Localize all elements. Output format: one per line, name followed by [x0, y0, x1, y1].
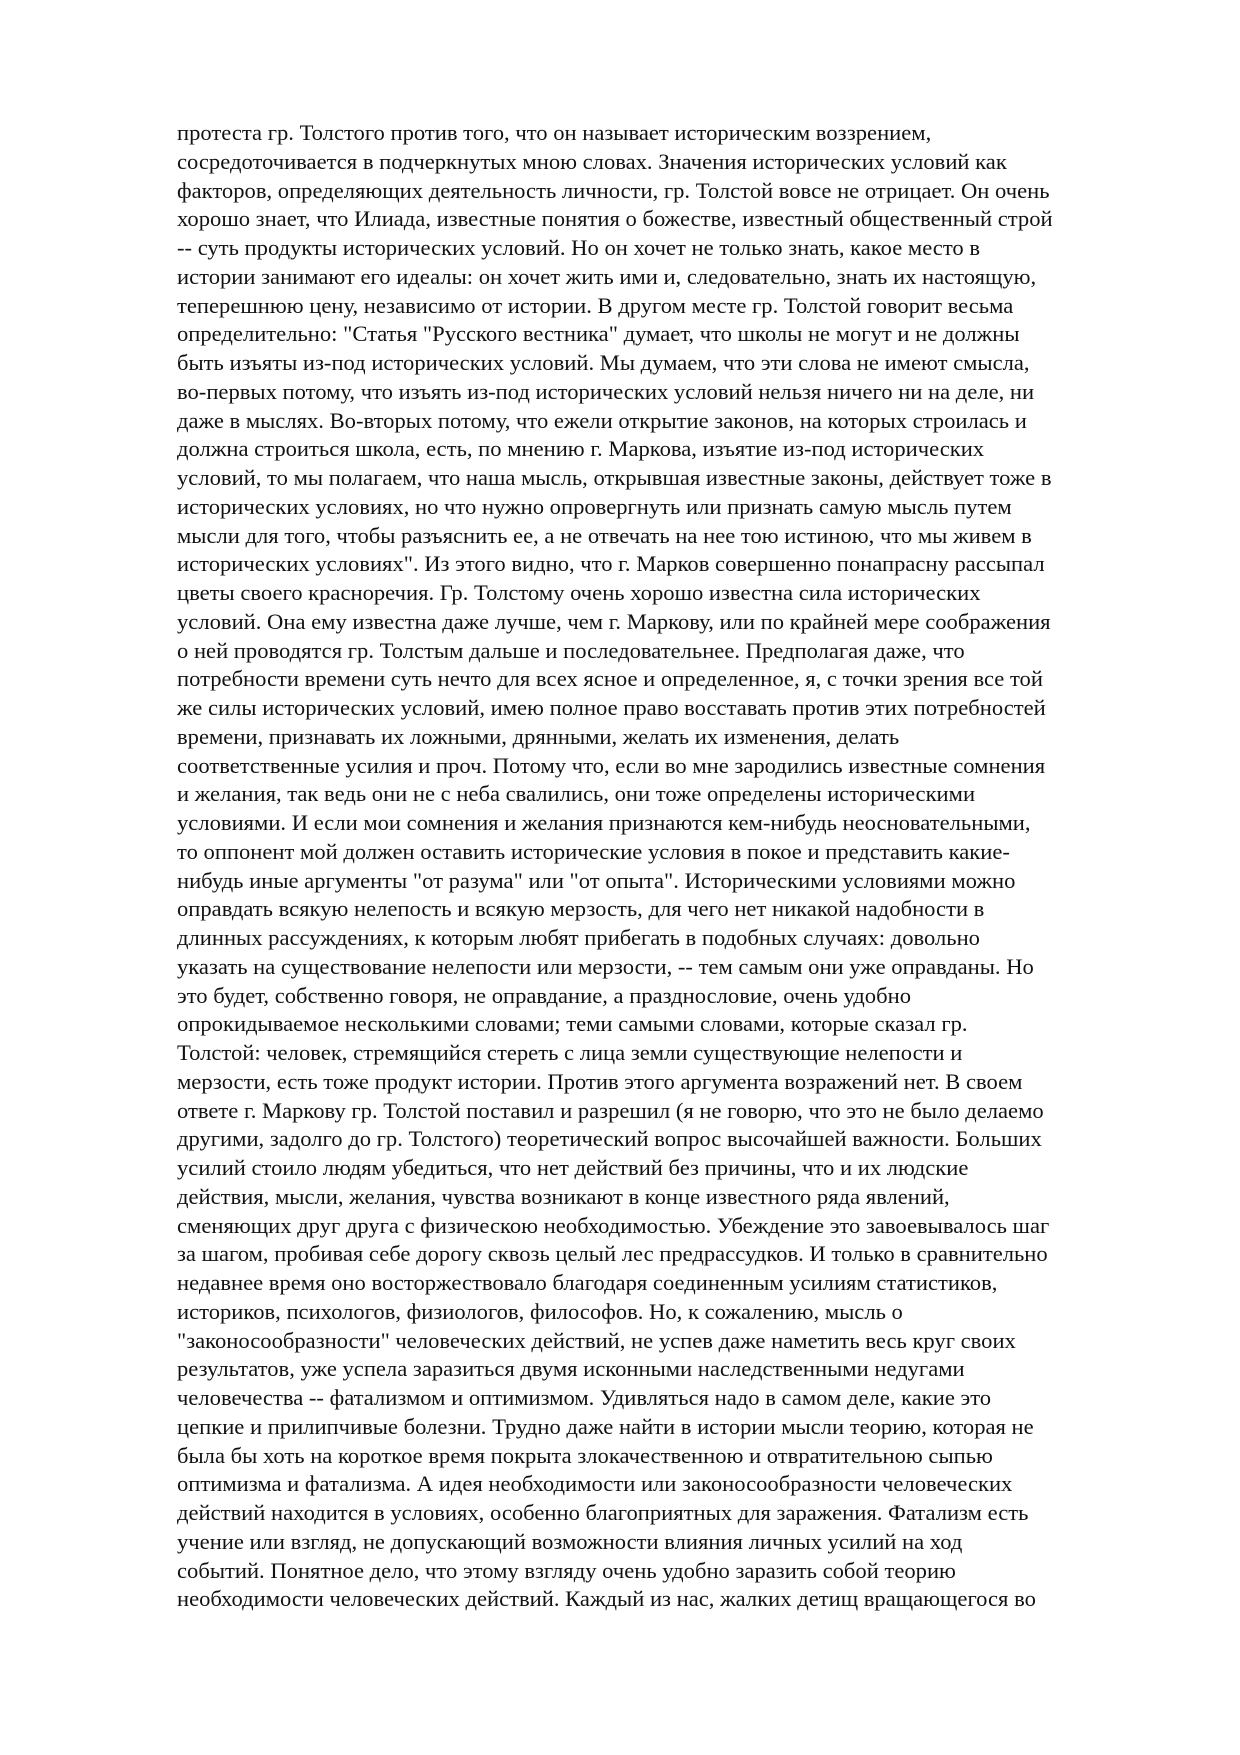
text-line: за шагом, пробивая себе дорогу сквозь целый лес предрассудков. И только в сравнительно: [177, 1241, 1048, 1267]
text-line: оптимизма и фатализма. А идея необходимости или законосообразности человеческих: [177, 1471, 1013, 1497]
text-line: времени, признавать их ложными, дрянными, желать их изменения, делать: [177, 723, 900, 749]
text-line: результатов, уже успела заразиться двумя исконными наследственными недугами: [177, 1356, 965, 1382]
text-line: потребности времени суть нечто для всех ясное и определенное, я, с точки зрения все той: [177, 666, 1043, 692]
text-line: же силы исторических условий, имею полное право восставать против этих потребностей: [177, 695, 1046, 720]
text-line: цепкие и прилипчивые болезни. Трудно даже найти в истории мысли теорию, которая не: [177, 1413, 1034, 1439]
text-line: условий, то мы полагаем, что наша мысль, открывшая известные законы, действует тоже в: [177, 465, 1052, 490]
text-line: нибудь иные аргументы "от разума" или "от опыта". Историческими условиями можно: [177, 867, 1016, 893]
text-line: необходимости человеческих действий. Каждый из нас, жалких детищ вращающегося во: [177, 1586, 1036, 1612]
text-line: оправдать всякую нелепость и всякую мерзость, для чего нет никакой надобности в: [177, 896, 985, 922]
text-line: событий. Понятное дело, что этому взгляду очень удобно заразить собой теорию: [177, 1557, 956, 1583]
text-line: мерзости, есть тоже продукт истории. Против этого аргумента возражений нет. В своем: [177, 1068, 1023, 1094]
text-line: то оппонент мой должен оставить исторические условия в покое и представить какие-: [177, 838, 1010, 864]
text-line: это будет, собственно говоря, не оправдание, а празднословие, очень удобно: [177, 982, 911, 1008]
text-line: и желания, так ведь они не с неба свалились, они тоже определены историческими: [177, 781, 976, 807]
text-line: мысли для того, чтобы разъяснить ее, а не отвечать на нее тою истиною, что мы живем в: [177, 522, 1032, 548]
text-line: факторов, определяющих деятельность личности, гр. Толстой вовсе не отрицает. Он очень: [177, 177, 1050, 203]
text-line: усилий стоило людям убедиться, что нет действий без причины, что и их людские: [177, 1155, 969, 1180]
text-line: действий находится в условиях, особенно благоприятных для заражения. Фатализм есть: [177, 1500, 1029, 1525]
text-line: -- суть продукты исторических условий. Но он хочет не только знать, какое место в: [177, 235, 981, 260]
text-line: человечества -- фатализмом и оптимизмом. Удивляться надо в самом деле, какие это: [177, 1385, 992, 1410]
text-line: соответственные усилия и проч. Потому что, если во мне зародились известные сомнения: [177, 752, 1046, 778]
text-line: другими, задолго до гр. Толстого) теоретический вопрос высочайшей важности. Больших: [177, 1126, 1042, 1152]
text-line: условиями. И если мои сомнения и желания признаются кем-нибудь неосновательными,: [177, 810, 1031, 835]
body-text: [177, 119, 1177, 1614]
text-line: историков, психологов, физиологов, философов. Но, к сожалению, мысль о: [177, 1298, 903, 1324]
text-line: учение или взгляд, не допускающий возможности влияния личных усилий на ход: [177, 1528, 963, 1554]
text-line: Толстой: человек, стремящийся стереть с лица земли существующие нелепости и: [177, 1040, 963, 1065]
text-line: даже в мыслях. Во-вторых потому, что ежели открытие законов, на которых строилась и: [177, 407, 1027, 433]
text-line: недавнее время оно восторжествовало благодаря соединенным усилиям статистиков,: [177, 1270, 998, 1295]
text-line: протеста гр. Толстого против того, что он называет историческим воззрением,: [177, 120, 932, 145]
text-line: во-первых потому, что изъять из-под исторических условий нельзя ничего ни на деле, ни: [177, 378, 1035, 404]
text-line: указать на существование нелепости или мерзости, -- тем самым они уже оправданы. Но: [177, 953, 1034, 979]
text-line: "законосообразности" человеческих действий, не успев даже наметить весь круг своих: [177, 1327, 1016, 1353]
text-line: быть изъяты из-под исторических условий. Мы думаем, что эти слова не имеют смысла,: [177, 350, 1030, 375]
text-line: опрокидываемое несколькими словами; теми самыми словами, которые сказал гр.: [177, 1011, 968, 1037]
text-line: ответе г. Маркову гр. Толстой поставил и разрешил (я не говорю, что это не было делаемо: [177, 1097, 1044, 1123]
text-line: теперешнюю цену, независимо от истории. В другом месте гр. Толстой говорит весьма: [177, 292, 1014, 318]
text-line: исторических условиях, но что нужно опровергнуть или признать самую мысль путем: [177, 493, 1012, 519]
text-line: определительно: "Статья "Русского вестника" думает, что школы не могут и не должны: [177, 321, 1020, 347]
text-line: была бы хоть на короткое время покрыта злокачественною и отвратительною сыпью: [177, 1442, 993, 1468]
text-line: условий. Она ему известна даже лучше, чем г. Маркову, или по крайней мере соображения: [177, 608, 1051, 634]
text-line: о ней проводятся гр. Толстым дальше и последовательнее. Предполагая даже, что: [177, 637, 965, 663]
text-line: истории занимают его идеалы: он хочет жить ими и, следовательно, знать их настоящую,: [177, 263, 1037, 289]
text-line: хорошо знает, что Илиада, известные понятия о божестве, известный общественный строй: [177, 206, 1053, 232]
text-line: цветы своего красноречия. Гр. Толстому очень хорошо известна сила исторических: [177, 580, 981, 605]
text-line: длинных рассуждениях, к которым любят прибегать в подобных случаях: довольно: [177, 925, 980, 950]
text-line: сосредоточивается в подчеркнутых мною словах. Значения исторических условий как: [177, 148, 1007, 174]
text-line: сменяющих друг друга с физическою необходимостью. Убеждение это завоевывалось шаг: [177, 1212, 1050, 1238]
text-line: должна строиться школа, есть, по мнению г. Маркова, изъятие из-под исторических: [177, 436, 985, 462]
text-line: исторических условиях". Из этого видно, что г. Марков совершенно понапрасну рассыпал: [177, 551, 1045, 577]
text-line: действия, мысли, желания, чувства возникают в конце известного ряда явлений,: [177, 1183, 950, 1209]
